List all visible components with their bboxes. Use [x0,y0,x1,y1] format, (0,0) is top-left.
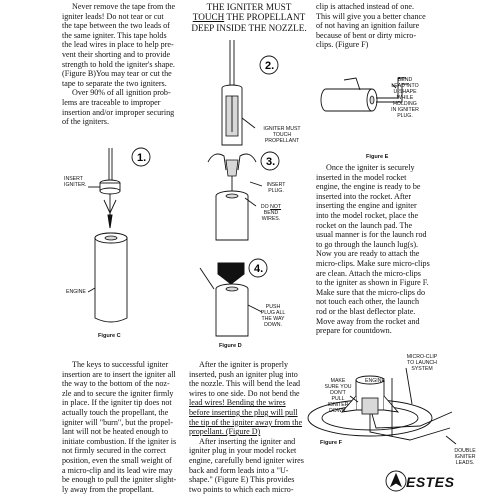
label-do-not-bend: DO NOT BEND WIRES. [260,204,282,222]
label-double-leads: DOUBLE IGNITER LEADS. [454,448,476,466]
label-make-sure: MAKE SURE YOU DON'T PULL IGNITER DOWN. [324,378,352,414]
col2-para-2: After inserting the igniter and igniter plug in your model rocket engine, carefully bend igniter wires back and form leads into a "U- shape." (Figure E) This provides two points to which each micro- [189,436,304,494]
caption-figure-f: Figure F [320,440,343,446]
label-push-plug: PUSH PLUG ALL THE WAY DOWN. [260,304,286,328]
col1-para-1: Never remove the tape from the igniter leads! Do not tear or cut the tape between the two leads of the same igniter. This tape holds the lead wires in place to help pre- vent their shorting and to provide strength to hold the igniter's shape. (Figure B)You may tear or cut the tape to separate the two igniters. [62,2,176,88]
col1-para-3: The keys to successful igniter insertion are to insert the igniter all the way to the bottom of the noz- zle and to secure the igniter firmly in place. If the igniter tip does not actually touch the propellant, the igniter will "burn", but the propel- lant will not be heated enough to initiate combustion. If the igniter is not firmly secured in the correct position, even the small weight of a micro-clip and its lead wire may be enough to pull the igniter slight- ly away from the propellant. [62,360,177,494]
col3-para-2: Once the igniter is securely inserted in the model rocket engine, the engine is ready to be inserted into the rocket. After inserting the engine and igniter into the model rocket, place the rocket on the launch pad. The usual manner is for the launch rod to go through the launch lug(s). Now you are ready to attach the micro-clips. Make sure micro-clips are clean. Attach the micro-clips to the igniter as shown in Figure F. Make sure that the micro-clips do not touch each other, the launch rod or the blast deflector plate. Move away from the rocket and prepare for countdown. [316,163,430,336]
step-1-number: 1. [137,152,147,164]
caption-figure-c: Figure C [98,333,121,339]
svg-text:3.: 3. [266,156,276,168]
col2-heading: THE IGNITER MUST TOUCH THE PROPELLANT DEEP INSIDE THE NOZZLE. [191,2,307,33]
col2-para-1: After the igniter is properly inserted, push an igniter plug into the nozzle. This will bend the lead wires to one side. Do not bend the lead wires! Bending the wires before inserting the plug will pull the tip of the igniter away from the propellant. (Figure D) [189,360,303,437]
caption-figure-d: Figure D [219,343,242,349]
caption-figure-e: Figure E [366,154,389,160]
label-bend-lead: BEND LEAD INTO U-SHAPE WHILE HOLDING IN IGNITER PLUG. [391,77,419,119]
col1-para-2: Over 90% of all ignition prob- lems are traceable to improper insertion and/or improper securing of the igniters. [62,88,175,127]
label-igniter-must-touch: IGNITER MUST TOUCH PROPELLANT [263,126,301,144]
svg-text:4.: 4. [254,263,264,275]
estes-logo-text: ESTES [406,474,455,490]
svg-text:2.: 2. [265,60,275,72]
label-insert-plug: INSERT PLUG. [266,182,286,194]
col3-para-1: clip is attached instead of one. This will give you a better chance of not having an ignition failure because of bent or dirty micro- clips. (Figure F) [316,2,426,50]
label-engine-c: ENGINE [66,289,86,295]
label-insert-igniter: INSERT IGNITER. [64,176,87,188]
label-engine-f: ENGINE [365,378,385,384]
label-micro-clip: MICRO-CLIP TO LAUNCH SYSTEM [406,354,438,372]
estes-logo [384,468,455,494]
